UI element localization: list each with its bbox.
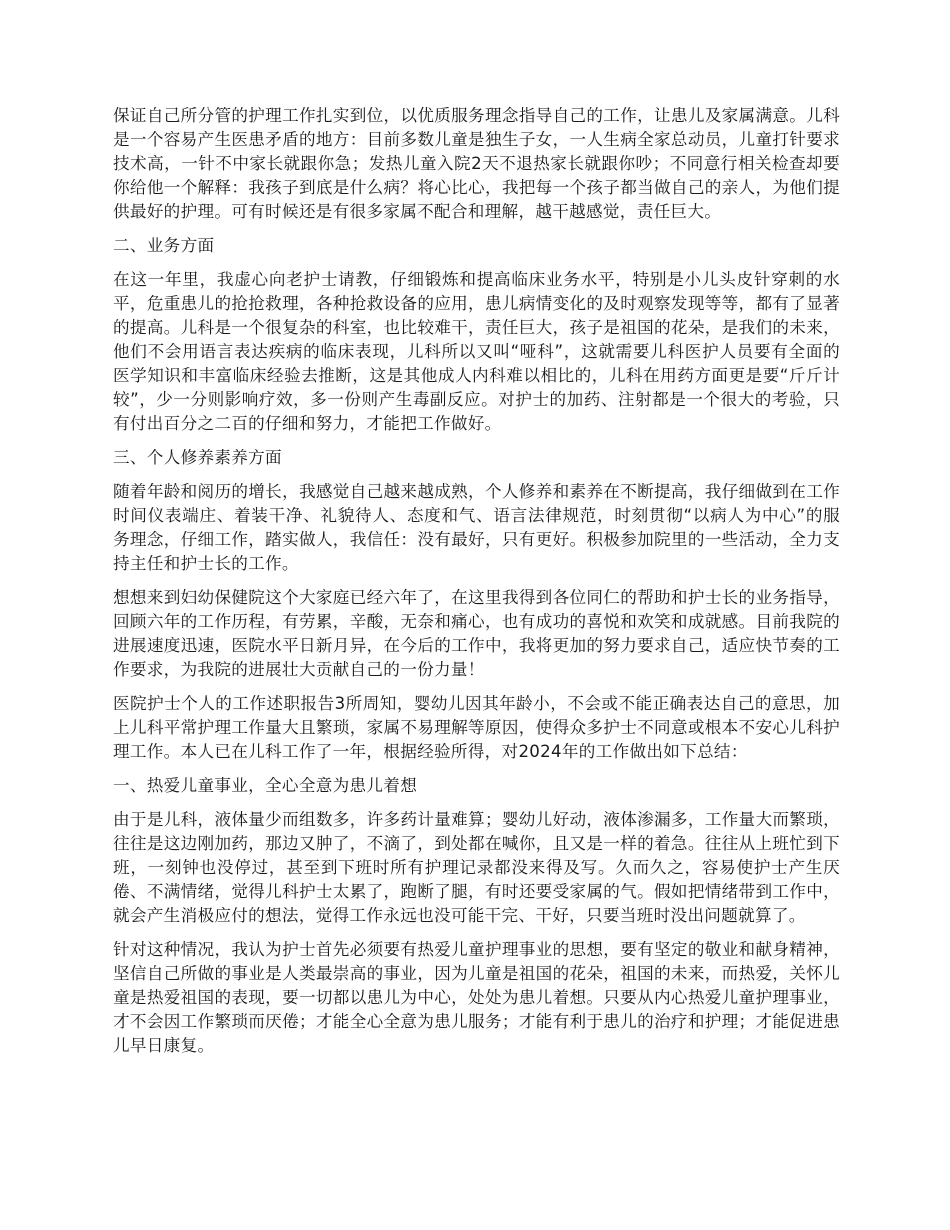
section-heading-personal: 三、个人修养素养方面: [113, 448, 282, 467]
paragraph-reflection: 想想来到妇幼保健院这个大家庭已经六年了，在这里我得到各位同仁的帮助和护士长的业务指导，回顾六年的工作历程，有劳累，辛酸，无奈和痛心，也有成功的喜悦和欢笑和成就感。目前我院的进展速度迅速，医院水平日新月异，在今后的工作中，我将更加的努力要求自己，适应快节奏的工作要求，为我院的进展壮大贡献自己的一份力量！: [113, 588, 840, 679]
section-heading-business: 二、业务方面: [113, 236, 215, 255]
paragraph-workload: 由于是儿科，液体量少而组数多，许多药计量难算；婴幼儿好动，液体渗漏多，工作量大而繁琐，往往是这边刚加药，那边又肿了，不滴了，到处都在喊你，且又是一样的着急。往往从上班忙到下班，一刻钟也没停过，甚至到下班时所有护理记录都没来得及写。久而久之，容易使护士产生厌倦、不满情绪，觉得儿科护士太累了，跑断了腿，有时还要受家属的气。假如把情绪带到工作中，就会产生消极应付的想法，觉得工作永远也没可能干完、干好，只要当班时没出问题就算了。: [113, 810, 840, 925]
paragraph-business: 在这一年里，我虚心向老护士请教，仔细锻炼和提高临床业务水平，特别是小儿头皮针穿刺的水平，危重患儿的抢抢救理，各种抢救设备的应用，患儿病情变化的及时观察发现等等，都有了显著的提高。儿科是一个很复杂的科室，也比较难干，责任巨大，孩子是祖国的花朵，是我们的未来，他们不会用语言表达疾病的临床表现，儿科所以又叫“哑科”，这就需要儿科医护人员要有全面的医学知识和丰富临床经验去推断，这是其他成人内科难以相比的，儿科在用药方面更是要“斤斤计较”，少一分则影响疗效，多一份则产生毒副反应。对护士的加药、注射都是一个很大的考验，只有付出百分之二百的仔细和努力，才能把工作做好。: [113, 270, 840, 433]
paragraph-dedication: 针对这种情况，我认为护士首先必须要有热爱儿童护理事业的思想，要有坚定的敬业和献身精神，坚信自己所做的事业是人类最崇高的事业，因为儿童是祖国的花朵，祖国的未来，而热爱，关怀儿童是热爱祖国的表现，要一切都以患儿为中心，处处为患儿着想。只要从内心热爱儿童护理事业，才不会因工作繁琐而厌倦；才能全心全意为患儿服务；才能有利于患儿的治疗和护理；才能促进患儿早日康复。: [113, 940, 840, 1055]
document-body: [113, 104, 840, 1068]
section-heading-love-children: 一、热爱儿童事业，全心全意为患儿着想: [113, 776, 418, 795]
paragraph-intro: 保证自己所分管的护理工作扎实到位，以优质服务理念指导自己的工作，让患儿及家属满意。儿科是一个容易产生医患矛盾的地方：目前多数儿童是独生子女，一人生病全家总动员，儿童打针要求技术高，一针不中家长就跟你急；发热儿童入院2天不退热家长就跟你吵；不同意行相关检查却要你给他一个解释：我孩子到底是什么病？将心比心，我把每一个孩子都当做自己的亲人，为他们提供最好的护理。可有时候还是有很多家属不配合和理解，越干越感觉，责任巨大。: [113, 106, 840, 221]
paragraph-personal: 随着年龄和阅历的增长，我感觉自己越来越成熟，个人修养和素养在不断提高，我仔细做到在工作时间仪表端庄、着装干净、礼貌待人、态度和气、语言法律规范，时刻贯彻“以病人为中心”的服务理念，仔细工作，踏实做人，我信任：没有最好，只有更好。积极参加院里的一些活动，全力支持主任和护士长的工作。: [113, 482, 840, 573]
paragraph-report-intro: 医院护士个人的工作述职报告3所周知，婴幼儿因其年龄小，不会或不能正确表达自己的意思，加上儿科平常护理工作量大且繁琐，家属不易理解等原因，使得众多护士不同意或根本不安心儿科护理工作。本人已在儿科工作了一年，根据经验所得，对2024年的工作做出如下总结：: [113, 694, 840, 761]
